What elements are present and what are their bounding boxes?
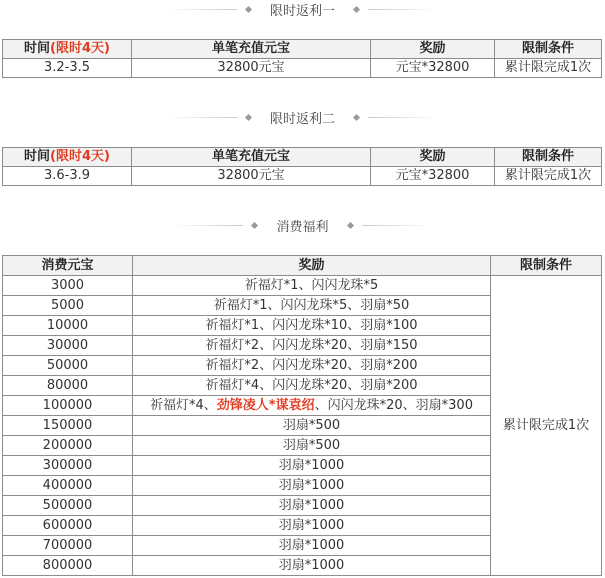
cell-spend: 300000 — [3, 456, 133, 476]
cell-reward: 羽扇*500 — [133, 436, 491, 456]
cell-amount: 32800元宝 — [132, 59, 371, 78]
cell-reward: 羽扇*1000 — [133, 516, 491, 536]
diamond-icon — [353, 5, 360, 12]
rebate-table-1 — [2, 39, 602, 78]
cell-reward: 羽扇*500 — [133, 416, 491, 436]
reward-highlight: 劲锋凌人*谋袁绍 — [216, 398, 315, 413]
cell-limit: 累计限完成1次 — [495, 59, 602, 78]
diamond-icon — [353, 113, 360, 120]
section-title-text: 消费福利 — [276, 219, 329, 235]
header-limit: 限制条件 — [491, 256, 602, 276]
spend-reward-table — [2, 255, 602, 576]
header-reward: 奖励 — [371, 40, 495, 59]
section-title-3 — [0, 216, 605, 234]
cell-reward — [133, 396, 491, 416]
divider-left — [173, 225, 243, 226]
header-limit: 限制条件 — [495, 148, 602, 167]
reward-text: 、闪闪龙珠*20、羽扇*300 — [314, 398, 473, 413]
cell-spend: 80000 — [3, 376, 133, 396]
cell-reward: 祈福灯*2、闪闪龙珠*20、羽扇*150 — [133, 336, 491, 356]
header-reward: 奖励 — [371, 148, 495, 167]
cell-reward: 祈福灯*1、闪闪龙珠*5 — [133, 276, 491, 296]
cell-limit: 累计限完成1次 — [491, 276, 602, 576]
cell-reward: 祈福灯*1、闪闪龙珠*5、羽扇*50 — [133, 296, 491, 316]
cell-reward: 羽扇*1000 — [133, 456, 491, 476]
header-time — [3, 40, 132, 59]
cell-spend: 150000 — [3, 416, 133, 436]
header-amount: 单笔充值元宝 — [132, 40, 371, 59]
cell-spend: 200000 — [3, 436, 133, 456]
cell-reward: 羽扇*1000 — [133, 476, 491, 496]
header-time-label: 时间 — [24, 41, 51, 56]
header-time-note: (限时4天) — [50, 41, 110, 56]
section-title-1 — [0, 0, 605, 18]
header-spend: 消费元宝 — [3, 256, 133, 276]
rebate-table-2 — [2, 147, 602, 186]
cell-spend: 100000 — [3, 396, 133, 416]
cell-spend: 50000 — [3, 356, 133, 376]
cell-spend: 10000 — [3, 316, 133, 336]
divider-left — [167, 117, 237, 118]
reward-text: 祈福灯*4、 — [150, 398, 217, 413]
section-title-text: 限时返利一 — [269, 3, 335, 19]
table-row — [3, 276, 602, 296]
cell-spend: 3000 — [3, 276, 133, 296]
header-limit: 限制条件 — [495, 40, 602, 59]
divider-left — [167, 9, 237, 10]
header-time — [3, 148, 132, 167]
cell-reward: 元宝*32800 — [371, 59, 495, 78]
table-row — [3, 167, 602, 186]
cell-spend: 400000 — [3, 476, 133, 496]
cell-spend: 5000 — [3, 296, 133, 316]
diamond-icon — [346, 221, 353, 228]
cell-spend: 600000 — [3, 516, 133, 536]
section-title-text: 限时返利二 — [269, 111, 335, 127]
cell-limit: 累计限完成1次 — [495, 167, 602, 186]
cell-reward: 祈福灯*1、闪闪龙珠*10、羽扇*100 — [133, 316, 491, 336]
divider-right — [368, 9, 438, 10]
table-header-row — [3, 256, 602, 276]
diamond-icon — [245, 113, 252, 120]
cell-amount: 32800元宝 — [132, 167, 371, 186]
cell-spend: 30000 — [3, 336, 133, 356]
cell-spend: 800000 — [3, 556, 133, 576]
divider-right — [368, 117, 438, 118]
diamond-icon — [251, 221, 258, 228]
header-time-note: (限时4天) — [50, 149, 110, 164]
cell-reward: 祈福灯*2、闪闪龙珠*20、羽扇*200 — [133, 356, 491, 376]
cell-reward: 羽扇*1000 — [133, 556, 491, 576]
cell-time: 3.2-3.5 — [3, 59, 132, 78]
section-title-2 — [0, 108, 605, 126]
cell-reward: 羽扇*1000 — [133, 496, 491, 516]
cell-reward: 元宝*32800 — [371, 167, 495, 186]
cell-time: 3.6-3.9 — [3, 167, 132, 186]
cell-reward: 羽扇*1000 — [133, 536, 491, 556]
table-row — [3, 59, 602, 78]
cell-reward: 祈福灯*4、闪闪龙珠*20、羽扇*200 — [133, 376, 491, 396]
header-time-label: 时间 — [24, 149, 51, 164]
table-header-row — [3, 148, 602, 167]
cell-spend: 500000 — [3, 496, 133, 516]
table-header-row — [3, 40, 602, 59]
divider-right — [362, 225, 432, 226]
header-amount: 单笔充值元宝 — [132, 148, 371, 167]
diamond-icon — [245, 5, 252, 12]
header-reward: 奖励 — [133, 256, 491, 276]
cell-spend: 700000 — [3, 536, 133, 556]
